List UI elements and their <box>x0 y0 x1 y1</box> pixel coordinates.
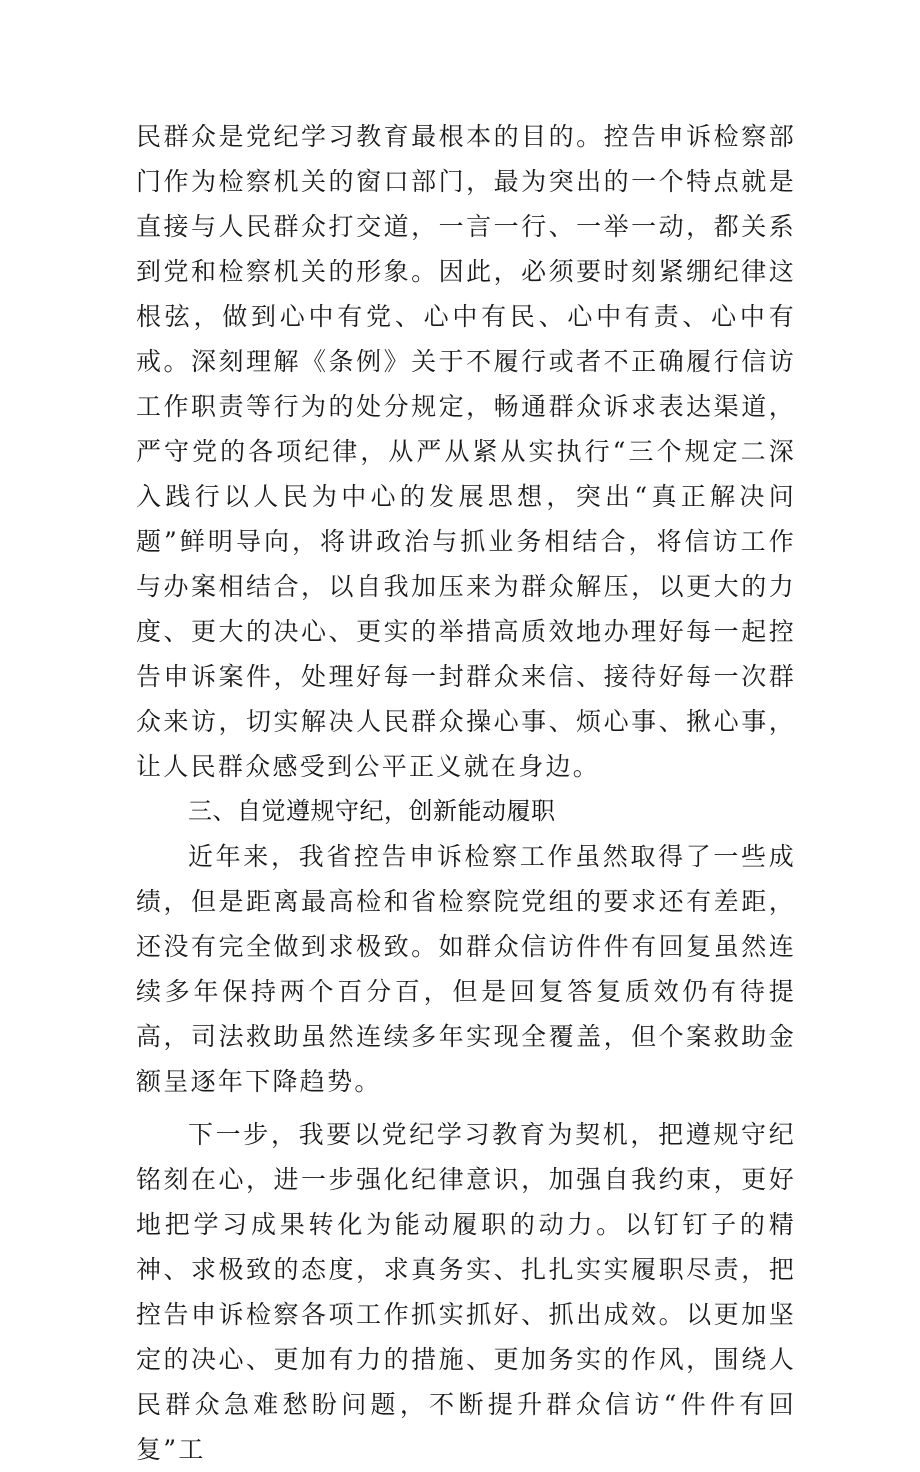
section-heading: 三、自觉遵规守纪，创新能动履职 <box>188 797 556 825</box>
paragraph-gap <box>136 1104 796 1112</box>
paragraph-achievements: 近年来，我省控告申诉检察工作虽然取得了一些成绩，但是距离最高检和省检察院党组的要求还有差距，还没有完全做到求极致。如群众信访件件有回复虽然连续多年保持两个百分百，但是回复答复质效仍有待提高，司法救助虽然连续多年实现全覆盖，但个案救助金额呈逐年下降趋势。 <box>136 842 796 1096</box>
paragraph-intro: 民群众是党纪学习教育最根本的目的。控告申诉检察部门作为检察机关的窗口部门，最为突出的一个特点就是直接与人民群众打交道，一言一行、一举一动，都关系到党和检察机关的形象。因此，必须要时刻紧绷纪律这根弦，做到心中有党、心中有民、心中有责、心中有戒。深刻理解《条例》关于不履行或者不正确履行信访工作职责等行为的处分规定，畅通群众诉求表达渠道，严守党的各项纪律，从严从紧从实执行“三个规定二深入践行以人民为中心的发展思想，突出“真正解决问题”鲜明导向，将讲政治与抓业务相结合，将信访工作与办案相结合，以自我加压来为群众解压，以更大的力度、更大的决心、更实的举措高质效地办理好每一起控告申诉案件，处理好每一封群众来信、接待好每一次群众来访，切实解决人民群众操心事、烦心事、揪心事，让人民群众感受到公平正义就在身边。 <box>136 122 796 781</box>
document-body <box>136 114 796 1472</box>
paragraph-next-steps: 下一步，我要以党纪学习教育为契机，把遵规守纪铭刻在心，进一步强化纪律意识，加强自我约束，更好地把学习成果转化为能动履职的动力。以钉钉子的精神、求极致的态度，求真务实、扎扎实实履职尽责，把控告申诉检察各项工作抓实抓好、抓出成效。以更加坚定的决心、更加有力的措施、更加务实的作风，围绕人民群众急难愁盼问题，不断提升群众信访“件件有回复”工 <box>136 1120 796 1464</box>
